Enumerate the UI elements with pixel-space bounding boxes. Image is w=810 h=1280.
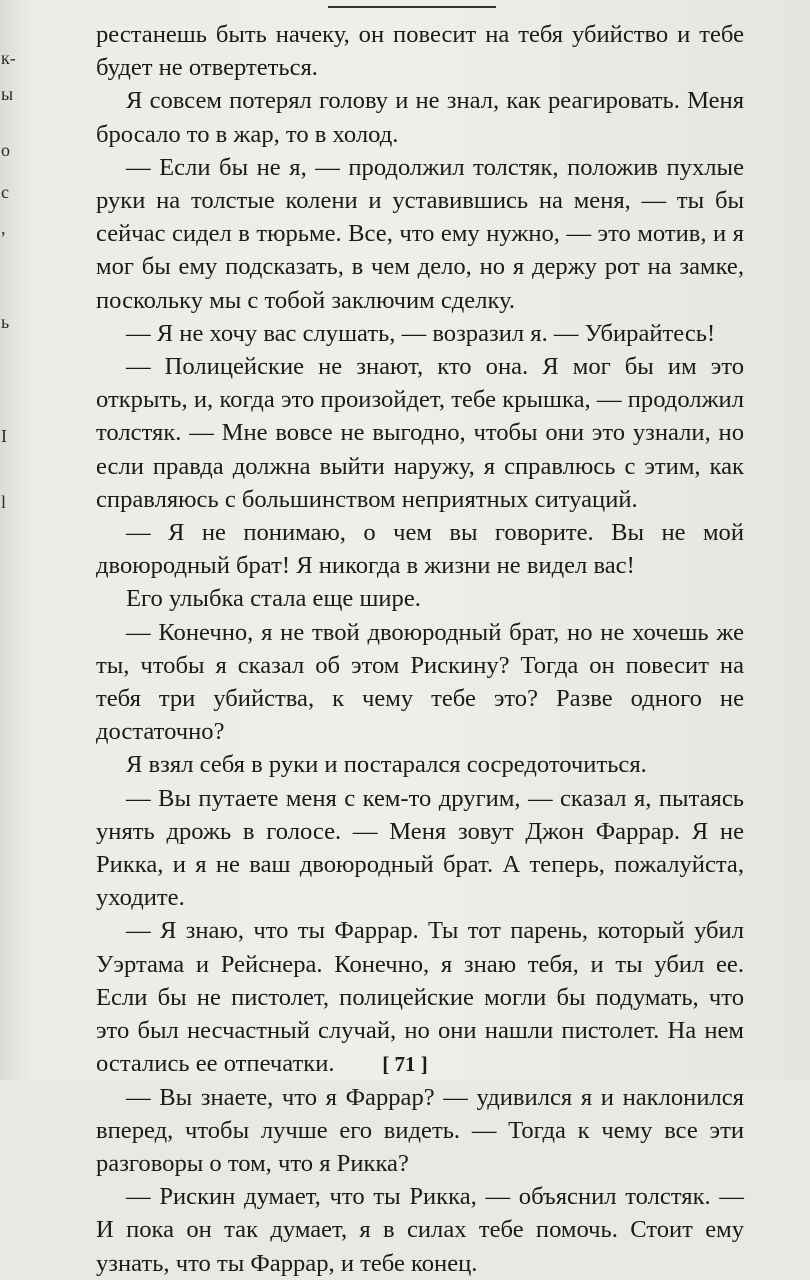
adjacent-page-edge: [0, 40, 16, 560]
paragraph: Я взял себя в руки и постарался сосредоточиться.: [126, 751, 647, 779]
paragraph: — Вы знаете, что я Фаррар? — удивился я и наклонился вперед, чтобы лучше его видеть. — Тогда к чему все эти разговоры о том, что я Рикка?: [96, 1083, 744, 1177]
paragraph: — Вы путаете меня с кем-то другим, — сказал я, пытаясь унять дрожь в голосе. — Меня зовут Джон Фаррар. Я не Рикка, и я не ваш двоюродный брат. А теперь, пожалуйста, уходите.: [96, 784, 744, 912]
paragraph: Его улыбка стала еще шире.: [126, 585, 421, 613]
paragraph: — Если бы не я, — продолжил толстяк, положив пухлые руки на толстые колени и уставившись на меня, — ты бы сейчас сидел в тюрьме. Все, что ему нужно, — это мотив, и я мог бы ему подсказать, в чем дело, но я держу рот на замке, поскольку мы с тобой заключим сделку.: [96, 153, 744, 314]
margin-fragment: ,: [1, 218, 6, 238]
paragraph: рестанешь быть начеку, он повесит на тебя убийство и тебе будет не отвертеться.: [96, 21, 744, 82]
margin-fragment: к-: [1, 48, 16, 68]
margin-fragment: с: [1, 182, 9, 202]
margin-fragment: I: [1, 426, 7, 446]
paragraph: Я совсем потерял голову и не знал, как реагировать. Меня бросало то в жар, то в холод.: [96, 87, 744, 148]
margin-fragment: l: [1, 492, 7, 512]
paragraph: — Я не хочу вас слушать, — возразил я. — Убирайтесь!: [126, 319, 716, 347]
paragraph: — Я знаю, что ты Фаррар. Ты тот парень, который убил Уэртама и Рейснера. Конечно, я знаю тебя, и ты убил ее. Если бы не пистолет, полицейские могли бы подумать, что это был несчастный случай, но они нашли пистолет. На нем остались ее отпечатки.: [96, 917, 744, 1078]
paragraph: — Конечно, я не твой двоюродный брат, но не хочешь же ты, чтобы я сказал об этом Рискину? Тогда он повесит на тебя три убийства, к чему тебе это? Разве одного не достаточно?: [96, 618, 744, 746]
header-rule: [328, 6, 496, 8]
margin-fragment: ы: [1, 84, 14, 104]
page-number: [ 71 ]: [382, 1052, 428, 1076]
margin-fragment: ь: [1, 312, 10, 332]
paragraph: — Полицейские не знают, кто она. Я мог бы им это открыть, и, когда это произойдет, тебе крышка, — продолжил толстяк. — Мне вовсе не выгодно, чтобы они это узнали, но если правда должна выйти наружу, я справлюсь с этим, как справляюсь с большинством неприятных ситуаций.: [96, 353, 744, 513]
body-text: [96, 18, 744, 1280]
margin-fragment: о: [1, 140, 10, 160]
paragraph: — Я не понимаю, о чем вы говорите. Вы не мой двоюродный брат! Я никогда в жизни не видел вас!: [96, 519, 744, 580]
paragraph: — Рискин думает, что ты Рикка, — объяснил толстяк. — И пока он так думает, я в силах тебе помочь. Стоит ему узнать, что ты Фаррар, и тебе конец.: [96, 1183, 744, 1277]
